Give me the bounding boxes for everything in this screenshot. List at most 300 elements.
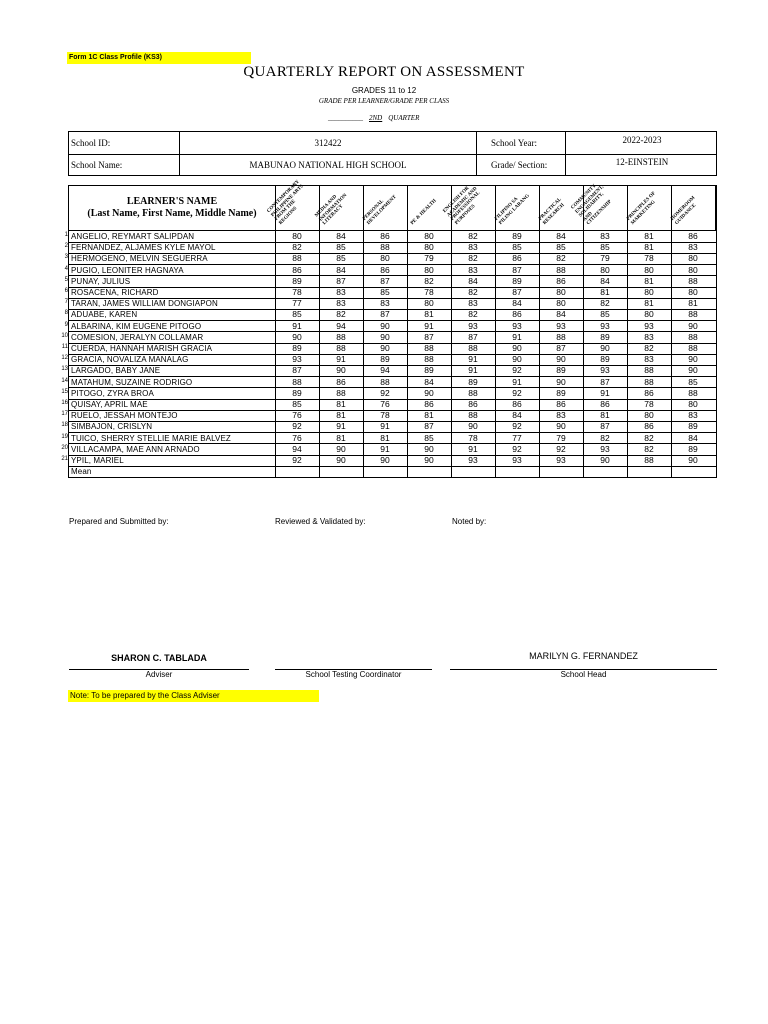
grade-cell: 78 <box>644 399 654 409</box>
row-number: 12 <box>61 355 68 362</box>
grade-cell: 89 <box>600 354 610 365</box>
grade-cell: 77 <box>512 432 522 443</box>
grade-cell: 82 <box>468 287 478 297</box>
grade-cell: 91 <box>424 320 434 331</box>
grade-cell: 82 <box>644 443 654 454</box>
grade-cell: 93 <box>600 320 610 331</box>
school-year-label: School Year: <box>491 138 538 148</box>
grade-cell: 81 <box>600 410 610 421</box>
grade-cell: 92 <box>380 387 390 398</box>
learner-name: ALBARINA, KIM EUGENE PITOGO <box>71 321 202 331</box>
row-number: 4 <box>64 265 68 272</box>
learner-name: GRACIA, NOVALIZA MANALAG <box>71 355 189 365</box>
learner-name: COMESION, JERALYN COLLAMAR <box>71 332 204 342</box>
grade-cell: 76 <box>292 410 302 421</box>
row-divider <box>69 466 716 467</box>
grade-cell: 90 <box>380 320 390 331</box>
school-id-value: 312422 <box>179 132 477 154</box>
row-number: 8 <box>64 310 68 317</box>
grade-cell: 80 <box>688 399 698 409</box>
grade-cell: 88 <box>380 242 390 253</box>
row-number: 11 <box>61 344 68 350</box>
grade-cell: 81 <box>644 242 654 253</box>
grade-cell: 84 <box>424 376 434 387</box>
learner-name: VILLACAMPA, MAE ANN ARNADO <box>71 444 200 454</box>
grade-cell: 81 <box>600 287 610 297</box>
school-year-value: 2022-2023 <box>565 132 718 154</box>
grade-cell: 87 <box>468 331 478 342</box>
grade-cell: 87 <box>424 331 434 342</box>
grade-cell: 94 <box>336 320 346 331</box>
grade-cell: 91 <box>512 331 522 342</box>
learner-name: LARGADO, BABY JANE <box>71 366 161 376</box>
grade-cell: 83 <box>644 354 654 365</box>
row-number: 20 <box>61 444 68 451</box>
subject-header-label: PERSONAL DEVELOPMENT <box>362 194 398 226</box>
row-number: 16 <box>61 400 68 406</box>
grade-cell: 84 <box>556 231 566 241</box>
grade-cell: 88 <box>336 387 346 398</box>
grade-cell: 81 <box>644 298 654 309</box>
grade-cell: 92 <box>292 421 302 432</box>
grade-cell: 89 <box>556 365 566 376</box>
learner-name: ADUABE, KAREN <box>71 310 138 320</box>
grade-cell: 88 <box>688 343 698 353</box>
grade-cell: 84 <box>512 410 522 421</box>
grade-cell: 82 <box>600 432 610 443</box>
grade-cell: 79 <box>424 253 434 264</box>
grade-cell: 76 <box>292 432 302 443</box>
grade-cell: 88 <box>556 331 566 342</box>
grade-cell: 84 <box>512 298 522 309</box>
grade-cell: 88 <box>556 264 566 275</box>
grade-cell: 85 <box>688 376 698 387</box>
grade-cell: 78 <box>644 253 654 264</box>
grade-cell: 89 <box>688 443 698 454</box>
grade-cell: 87 <box>336 275 346 286</box>
note: Note: To be prepared by the Class Adviser <box>68 690 319 702</box>
row-number: 10 <box>61 332 68 339</box>
grade-cell: 82 <box>556 253 566 264</box>
school-info-row-1 <box>69 132 716 155</box>
grade-cell: 86 <box>644 387 654 398</box>
learner-name: PUNAY, JULIUS <box>71 276 131 286</box>
grade-cell: 89 <box>512 231 522 241</box>
subject-header <box>496 186 540 230</box>
grade-cell: 79 <box>556 432 566 443</box>
subtitle: GRADE PER LEARNER/GRADE PER CLASS <box>318 97 450 105</box>
grade-cell: 89 <box>600 331 610 342</box>
grade-cell: 88 <box>688 331 698 342</box>
learner-name: CUERDA, HANNAH MARISH GRACIA <box>71 344 213 353</box>
grade-cell: 80 <box>644 264 654 275</box>
quarter-label: QUARTER <box>388 114 420 122</box>
grade-cell: 92 <box>292 455 302 465</box>
subject-header-label: FILIPINO SA PILING LARANG <box>494 193 531 226</box>
grade-cell: 83 <box>644 331 654 342</box>
grade-cell: 91 <box>600 387 610 398</box>
grade-cell: 82 <box>292 242 302 253</box>
grade-cell: 85 <box>512 242 522 253</box>
grade-cell: 80 <box>688 287 698 297</box>
subject-header-label: PRINCIPLES OF MARKETING <box>626 191 657 226</box>
subject-header-label: MEDIA AND INFORMATION LITERACY <box>314 192 348 226</box>
school-info-row-2 <box>69 154 716 176</box>
grade-cell: 80 <box>644 309 654 320</box>
grade-cell: 93 <box>292 354 302 365</box>
grade-cell: 83 <box>688 410 698 421</box>
grade-cell: 91 <box>336 421 346 432</box>
row-number: 5 <box>64 276 68 283</box>
grade-cell: 85 <box>556 242 566 253</box>
grade-cell: 80 <box>644 410 654 421</box>
learner-name: HERMOGENO, MELVIN SEGUERRA <box>71 254 208 264</box>
grade-cell: 85 <box>424 432 434 443</box>
row-number: 14 <box>61 377 68 384</box>
learner-name: YPIL, MARIEL <box>71 456 124 465</box>
grades-table <box>68 179 717 478</box>
quarter-value: 2ND <box>369 114 383 122</box>
row-number: 15 <box>61 388 68 395</box>
grade-cell: 90 <box>556 421 566 432</box>
grade-cell: 93 <box>600 365 610 376</box>
grade-cell: 89 <box>468 376 478 387</box>
grade-cell: 90 <box>688 354 698 365</box>
learner-name: SIMBAJON, CRISLYN <box>71 422 153 432</box>
school-name-label: School Name: <box>71 160 123 170</box>
grade-cell: 92 <box>512 421 522 432</box>
adviser-role: Adviser <box>145 670 173 679</box>
grades-label: GRADES 11 to 12 <box>351 86 417 95</box>
grade-cell: 78 <box>424 287 434 297</box>
page-title: QUARTERLY REPORT ON ASSESSMENT <box>243 64 525 80</box>
grade-cell: 93 <box>512 320 522 331</box>
row-number: 2 <box>64 243 68 250</box>
grade-cell: 82 <box>424 275 434 286</box>
row-number: 7 <box>64 299 68 306</box>
grade-cell: 84 <box>336 264 346 275</box>
grade-cell: 91 <box>468 365 478 376</box>
grade-cell: 89 <box>556 387 566 398</box>
grade-cell: 88 <box>336 331 346 342</box>
grade-cell: 76 <box>380 399 390 409</box>
learner-name: MATAHUM, SUZAINE RODRIGO <box>71 377 193 387</box>
grade-cell: 88 <box>292 376 302 387</box>
grade-cell: 86 <box>424 399 434 409</box>
grade-cell: 91 <box>380 421 390 432</box>
grade-cell: 84 <box>556 309 566 320</box>
subject-header-label: COMMUNITY ENGAGEMENT, SOLIDARITY, AND CITIZENSHIP <box>570 183 613 226</box>
grade-cell: 80 <box>600 264 610 275</box>
grade-cell: 81 <box>336 399 346 409</box>
subject-header <box>364 186 408 230</box>
grade-cell: 88 <box>424 343 434 353</box>
row-divider <box>69 477 716 478</box>
grade-cell: 90 <box>688 365 698 376</box>
grade-cell: 87 <box>512 287 522 297</box>
learner-name-header-line1: LEARNER'S NAME <box>126 196 218 207</box>
grade-cell: 85 <box>336 253 346 264</box>
grade-cell: 87 <box>600 376 610 387</box>
grade-cell: 89 <box>292 387 302 398</box>
grade-cell: 80 <box>556 287 566 297</box>
grade-cell: 88 <box>688 309 698 320</box>
row-number: 1 <box>64 232 68 238</box>
head-name: MARILYN G. FERNANDEZ <box>529 651 638 661</box>
grade-cell: 82 <box>600 298 610 309</box>
grade-cell: 82 <box>468 253 478 264</box>
row-number: 9 <box>64 321 68 328</box>
grade-cell: 91 <box>336 354 346 365</box>
grade-cell: 86 <box>644 421 654 432</box>
grade-cell: 91 <box>468 354 478 365</box>
grade-cell: 88 <box>468 343 478 353</box>
row-number: 18 <box>61 422 68 429</box>
subject-header-label: CONTEMPORARY PHILIPPINE ARTS FROM THE REGIONS <box>266 179 305 226</box>
grade-cell: 78 <box>292 287 302 297</box>
grade-cell: 87 <box>380 275 390 286</box>
grade-cell: 83 <box>556 410 566 421</box>
grade-cell: 81 <box>644 275 654 286</box>
grade-cell: 90 <box>336 443 346 454</box>
grade-cell: 90 <box>556 354 566 365</box>
grade-cell: 80 <box>424 298 434 309</box>
grade-cell: 83 <box>468 264 478 275</box>
grade-cell: 92 <box>556 443 566 454</box>
grade-cell: 87 <box>512 264 522 275</box>
learner-name: PUGIO, LEONITER HAGNAYA <box>71 265 184 275</box>
subject-header <box>266 179 320 230</box>
learner-name: TUICO, SHERRY STELLIE MARIE BALVEZ <box>71 433 231 443</box>
subject-header <box>628 186 672 230</box>
grade-cell: 83 <box>600 231 610 241</box>
subject-header <box>570 183 628 230</box>
grade-section-label: Grade/ Section: <box>491 160 548 170</box>
coordinator-role: School Testing Coordinator <box>305 670 402 679</box>
grade-cell: 90 <box>380 331 390 342</box>
grade-cell: 89 <box>292 275 302 286</box>
grade-cell: 80 <box>644 287 654 297</box>
grade-cell: 88 <box>468 410 478 421</box>
grade-cell: 90 <box>380 455 390 465</box>
grade-cell: 90 <box>556 376 566 387</box>
grade-cell: 88 <box>292 253 302 264</box>
grade-cell: 88 <box>424 354 434 365</box>
grade-cell: 83 <box>336 298 346 309</box>
grade-cell: 80 <box>292 231 302 241</box>
subject-header <box>442 185 496 230</box>
grade-cell: 87 <box>380 309 390 320</box>
grade-cell: 88 <box>688 275 698 286</box>
grade-cell: 81 <box>424 309 434 320</box>
grade-cell: 81 <box>424 410 434 421</box>
learner-name-header <box>69 186 276 230</box>
grade-cell: 88 <box>644 455 654 465</box>
grade-cell: 87 <box>424 421 434 432</box>
grade-cell: 82 <box>644 343 654 353</box>
grade-cell: 92 <box>512 387 522 398</box>
grade-cell: 80 <box>424 264 434 275</box>
grade-cell: 90 <box>512 354 522 365</box>
grade-cell: 91 <box>512 376 522 387</box>
grade-cell: 81 <box>336 432 346 443</box>
head-role: School Head <box>560 670 607 679</box>
grade-cell: 86 <box>688 231 698 241</box>
grade-cell: 84 <box>468 275 478 286</box>
grade-cell: 93 <box>512 455 522 465</box>
grade-cell: 88 <box>336 343 346 353</box>
row-number: 13 <box>61 366 68 373</box>
grade-cell: 86 <box>292 264 302 275</box>
grade-cell: 85 <box>380 287 390 297</box>
form-tag: Form 1C Class Profile (KS3) <box>67 52 251 64</box>
grade-cell: 93 <box>468 455 478 465</box>
grade-cell: 85 <box>600 242 610 253</box>
grade-cell: 80 <box>380 253 390 264</box>
prepared-label: Prepared and Submitted by: <box>69 517 169 526</box>
grade-cell: 84 <box>600 275 610 286</box>
grade-cell: 82 <box>468 231 478 241</box>
grade-cell: 86 <box>556 399 566 409</box>
grade-cell: 94 <box>380 365 390 376</box>
grade-cell: 85 <box>292 399 302 409</box>
grade-cell: 83 <box>688 242 698 253</box>
grade-cell: 85 <box>336 242 346 253</box>
grade-cell: 84 <box>336 231 346 241</box>
subject-header-label: ENGLISH FOR ACADEMIC AND PROFESSIONAL PURPOSES <box>442 185 482 226</box>
grade-cell: 90 <box>600 455 610 465</box>
adviser-name: SHARON C. TABLADA <box>111 653 207 663</box>
grade-cell: 80 <box>688 264 698 275</box>
grade-cell: 86 <box>512 253 522 264</box>
subject-header <box>672 186 716 230</box>
learner-name: QUISAY, APRIL MAE <box>71 400 148 409</box>
row-number: 17 <box>61 411 68 418</box>
grade-cell: 89 <box>424 365 434 376</box>
grade-cell: 92 <box>512 365 522 376</box>
grade-cell: 90 <box>688 320 698 331</box>
grade-cell: 80 <box>424 231 434 241</box>
mean-label: Mean <box>71 467 92 477</box>
grade-cell: 88 <box>644 365 654 376</box>
grade-cell: 92 <box>512 443 522 454</box>
grade-cell: 81 <box>336 410 346 421</box>
quarter-prefix: __________ <box>328 114 363 122</box>
grade-cell: 86 <box>512 399 522 409</box>
grade-cell: 87 <box>600 421 610 432</box>
grade-cell: 88 <box>468 387 478 398</box>
quarter-line <box>328 114 419 122</box>
grade-cell: 86 <box>468 399 478 409</box>
grade-cell: 86 <box>512 309 522 320</box>
grade-cell: 88 <box>688 387 698 398</box>
learner-name: PITOGO, ZYRA BROA <box>71 388 154 398</box>
grade-cell: 90 <box>424 387 434 398</box>
grade-section-value: 12-EINSTEIN <box>565 154 718 176</box>
learner-name: ROSACENA, RICHARD <box>71 288 159 297</box>
grade-cell: 80 <box>556 298 566 309</box>
grade-cell: 90 <box>424 455 434 465</box>
grade-cell: 90 <box>468 421 478 432</box>
school-info-table <box>68 131 717 176</box>
learner-name: ANGELIO, REYMART SALIPDAN <box>71 232 195 241</box>
grade-cell: 80 <box>424 242 434 253</box>
grade-cell: 89 <box>512 275 522 286</box>
grade-cell: 81 <box>644 231 654 241</box>
grade-cell: 86 <box>600 399 610 409</box>
school-id-label: School ID: <box>71 138 111 148</box>
learner-name: TARAN, JAMES WILLIAM DONGIAPON <box>71 299 218 309</box>
grade-cell: 90 <box>424 443 434 454</box>
grade-cell: 88 <box>644 376 654 387</box>
learner-name: RUELO, JESSAH MONTEJO <box>71 411 178 421</box>
grade-cell: 88 <box>380 376 390 387</box>
grade-cell: 81 <box>380 432 390 443</box>
grade-cell: 81 <box>688 298 698 309</box>
grade-cell: 91 <box>380 443 390 454</box>
grade-cell: 86 <box>556 275 566 286</box>
grade-cell: 78 <box>468 432 478 443</box>
row-number: 3 <box>64 254 68 261</box>
grade-cell: 83 <box>468 298 478 309</box>
grade-cell: 87 <box>292 365 302 376</box>
grade-cell: 90 <box>688 455 698 465</box>
grade-cell: 93 <box>468 320 478 331</box>
grade-cell: 93 <box>644 320 654 331</box>
grade-cell: 82 <box>468 309 478 320</box>
grade-cell: 94 <box>292 443 302 454</box>
subject-header-label: HOMEROOM GUIDANCE <box>670 195 697 226</box>
grade-cell: 84 <box>688 432 698 443</box>
grade-cell: 83 <box>380 298 390 309</box>
row-number: 6 <box>64 288 68 294</box>
grade-cell: 89 <box>292 343 302 353</box>
learner-name: FERNANDEZ, ALJAMES KYLE MAYOL <box>71 243 216 253</box>
grade-cell: 87 <box>556 343 566 353</box>
grade-cell: 85 <box>600 309 610 320</box>
grade-cell: 93 <box>556 320 566 331</box>
reviewed-label: Reviewed & Validated by: <box>275 517 366 526</box>
subject-header <box>314 186 364 230</box>
grade-cell: 90 <box>600 343 610 353</box>
subject-header-label: PE & HEALTH <box>410 198 438 226</box>
grade-cell: 77 <box>292 298 302 309</box>
grade-cell: 86 <box>336 376 346 387</box>
grade-cell: 83 <box>336 287 346 297</box>
grade-cell: 82 <box>644 432 654 443</box>
grade-cell: 78 <box>380 410 390 421</box>
noted-label: Noted by: <box>452 517 487 526</box>
row-number: 19 <box>61 433 68 440</box>
grade-cell: 90 <box>336 365 346 376</box>
grade-cell: 89 <box>688 421 698 432</box>
school-name-value: MABUNAO NATIONAL HIGH SCHOOL <box>179 154 477 176</box>
grade-cell: 91 <box>468 443 478 454</box>
grade-cell: 80 <box>688 253 698 264</box>
grade-cell: 79 <box>600 253 610 264</box>
grade-cell: 93 <box>556 455 566 465</box>
row-number: 21 <box>61 456 68 462</box>
grade-cell: 91 <box>292 320 302 331</box>
grade-cell: 85 <box>292 309 302 320</box>
grade-cell: 90 <box>336 455 346 465</box>
grade-cell: 90 <box>380 343 390 353</box>
grade-cell: 90 <box>292 331 302 342</box>
grade-cell: 86 <box>380 264 390 275</box>
learner-name-header-line2: (Last Name, First Name, Middle Name) <box>87 208 257 219</box>
grade-cell: 93 <box>600 443 610 454</box>
grade-cell: 90 <box>512 343 522 353</box>
